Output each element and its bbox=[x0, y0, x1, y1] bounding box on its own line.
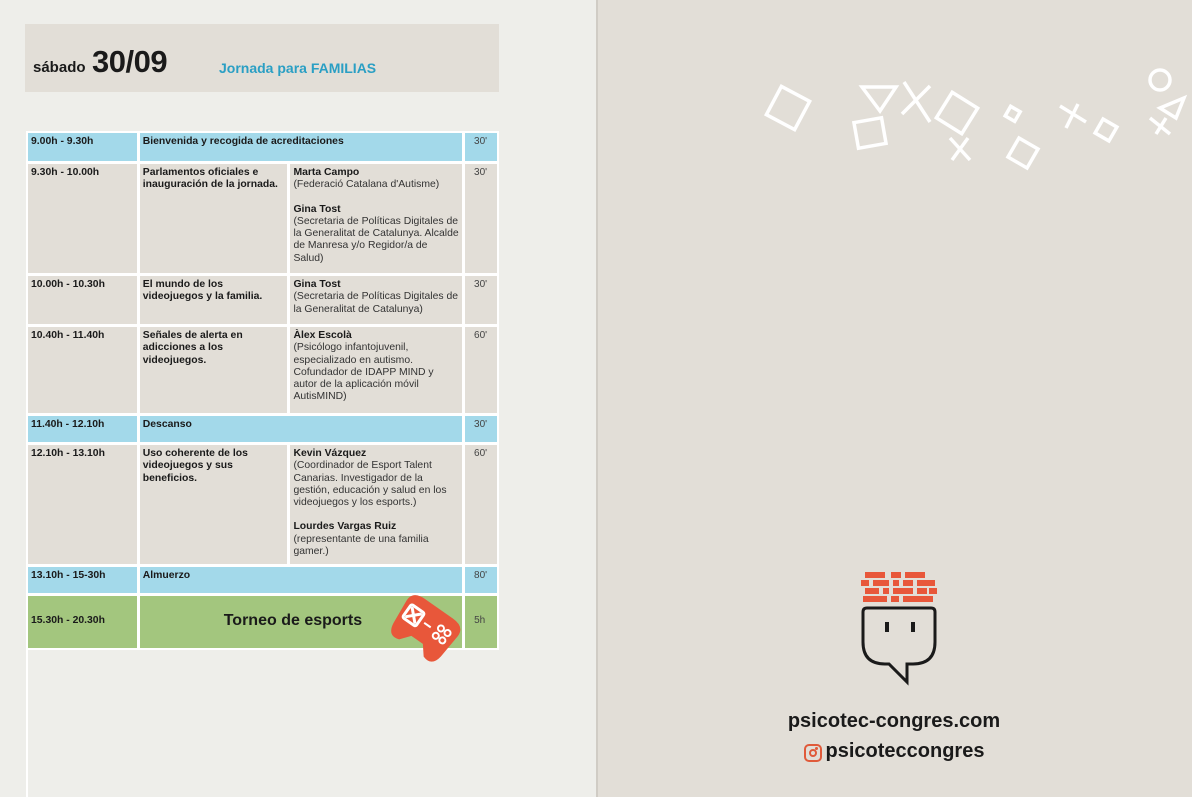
schedule-time: 15.30h - 20.30h bbox=[28, 596, 137, 648]
schedule-topic: Descanso bbox=[140, 416, 462, 442]
speaker-name: Kevin Vázquez bbox=[293, 448, 367, 459]
schedule-row bbox=[28, 276, 497, 324]
schedule-duration: 30' bbox=[465, 164, 497, 273]
schedule-row bbox=[28, 445, 497, 564]
header-box bbox=[25, 24, 499, 92]
schedule-duration: 80' bbox=[465, 567, 497, 593]
schedule-time: 13.10h - 15-30h bbox=[28, 567, 137, 593]
speaker-description: (Secretaria de Políticas Digitales de la Generalitat de Catalunya. Alcalde de Manresa y/o Regidor/a de Salud) bbox=[293, 215, 459, 264]
schedule-topic: El mundo de los videojuegos y la familia. bbox=[140, 276, 288, 324]
schedule-duration: 30' bbox=[465, 276, 497, 324]
schedule-duration: 30' bbox=[465, 133, 497, 161]
schedule-speakers bbox=[290, 276, 462, 324]
schedule-time: 10.00h - 10.30h bbox=[28, 276, 137, 324]
speaker-name: Marta Campo bbox=[293, 167, 360, 178]
table-edge-line bbox=[26, 646, 28, 797]
schedule-time: 9.00h - 9.30h bbox=[28, 133, 137, 161]
schedule-topic: Torneo de esports bbox=[140, 596, 462, 648]
schedule-duration: 60' bbox=[465, 445, 497, 564]
speaker-description: (Psicólogo infantojuvenil, especializado en autismo. Cofundador de IDAPP MIND y autor de la aplicación móvil AutisMIND) bbox=[293, 342, 434, 403]
schedule-row bbox=[28, 327, 497, 413]
schedule-topic: Parlamentos oficiales e inauguración de la jornada. bbox=[140, 164, 288, 273]
instagram-icon bbox=[804, 744, 822, 762]
header-subtitle: Jornada para FAMILIAS bbox=[219, 60, 377, 76]
schedule-topic: Bienvenida y recogida de acreditaciones bbox=[140, 133, 462, 161]
schedule-row bbox=[28, 133, 497, 161]
speaker-description: (Coordinador de Esport Talent Canarias. Investigador de la gestión, educación y salud en los videojuegos y los esports.) bbox=[293, 460, 447, 509]
playstation-shapes-decoration bbox=[760, 64, 1192, 174]
schedule-speakers bbox=[290, 445, 462, 564]
speaker-description: (representante de una familia gamer.) bbox=[293, 533, 429, 558]
schedule-speakers bbox=[290, 327, 462, 413]
schedule-topic: Señales de alerta en adicciones a los videojuegos. bbox=[140, 327, 288, 413]
instagram-label: psicoteccongres bbox=[825, 740, 985, 762]
instagram-handle[interactable] bbox=[596, 740, 1192, 763]
schedule-time: 9.30h - 10.00h bbox=[28, 164, 137, 273]
schedule-topic: Uso coherente de los videojuegos y sus beneficios. bbox=[140, 445, 288, 564]
schedule-table bbox=[26, 131, 499, 650]
schedule-speakers bbox=[290, 164, 462, 273]
website-url[interactable]: psicotec-congres.com bbox=[787, 710, 1001, 732]
schedule-time: 10.40h - 11.40h bbox=[28, 327, 137, 413]
brain-logo-icon bbox=[859, 568, 943, 688]
speaker-name: Àlex Escolà bbox=[293, 330, 352, 341]
header-day: sábado bbox=[33, 59, 86, 76]
schedule-row bbox=[28, 164, 497, 273]
speaker-name: Gina Tost bbox=[293, 203, 341, 215]
header-date: 30/09 bbox=[92, 44, 168, 79]
speaker-name: Lourdes Vargas Ruiz bbox=[293, 521, 397, 533]
schedule-duration: 30' bbox=[465, 416, 497, 442]
speaker-name: Gina Tost bbox=[293, 279, 341, 290]
schedule-row bbox=[28, 416, 497, 442]
schedule-duration: 60' bbox=[465, 327, 497, 413]
schedule-topic: Almuerzo bbox=[140, 567, 462, 593]
schedule-time: 11.40h - 12.10h bbox=[28, 416, 137, 442]
speaker-description: (Secretaria de Políticas Digitales de la Generalitat de Catalunya) bbox=[293, 291, 459, 315]
speaker-description: (Federació Catalana d'Autisme) bbox=[293, 179, 440, 191]
gamepad-icon bbox=[383, 590, 465, 670]
schedule-time: 12.10h - 13.10h bbox=[28, 445, 137, 564]
schedule-duration: 5h bbox=[465, 596, 497, 648]
